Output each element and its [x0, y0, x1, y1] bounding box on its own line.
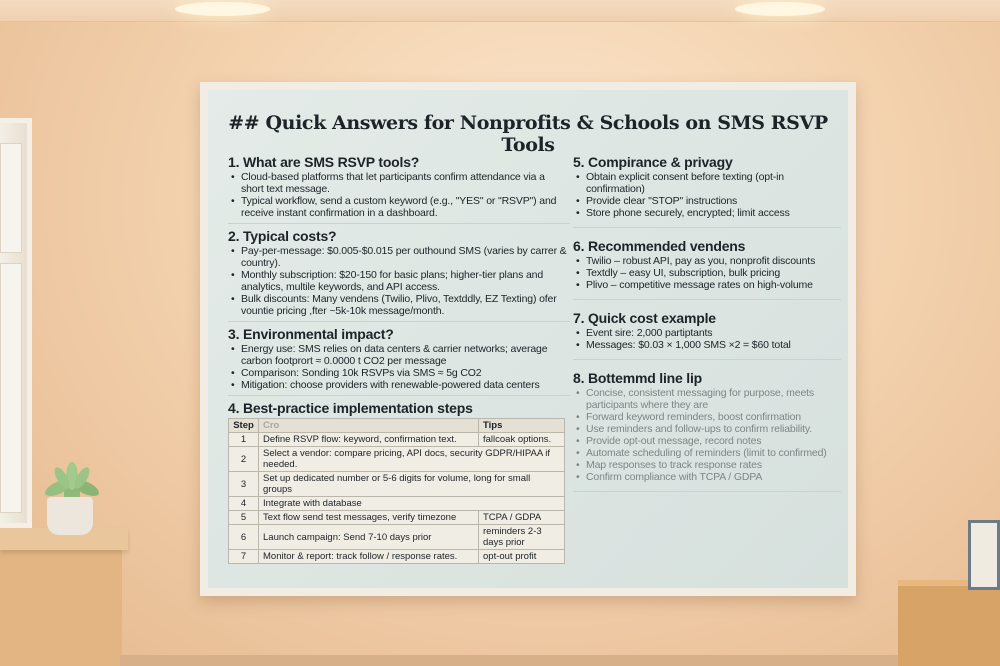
section-heading: 4. Best-practice implementation steps [228, 400, 473, 416]
bullet-item: • Typical workflow, send a custom keyword (e.g., "YES" or "RSVP") and receive instant confirmation in a dashboard. [228, 195, 570, 219]
table-cell: 2 [229, 447, 259, 472]
bullet-item: • Pay-per-message: $0.005-$0.015 per outhound SMS (varies by carrer & country). [228, 245, 570, 269]
left-cabinet [0, 548, 122, 666]
table-cell: opt-out profit [479, 550, 565, 564]
section [228, 228, 570, 322]
bullet-item: • Comparison: Sonding 10k RSVPs via SMS ≈ 5g CO2 [228, 367, 570, 379]
bullet-item: • Confirm compliance with TCPA / GDPA [573, 471, 841, 483]
table-cell: TCPA / GDPA [479, 511, 565, 525]
section-heading: 1. What are SMS RSVP tools? [228, 154, 420, 170]
table-cell: Launch campaign: Send 7-10 days prior [259, 525, 479, 550]
succulent-plant-icon [40, 458, 104, 502]
section-heading: 5. Compirance & privagy [573, 154, 733, 170]
left-column [228, 154, 570, 564]
table-cell: Select a vendor: compare pricing, API docs, security GDPR/HIPAA if needed. [259, 447, 565, 472]
steps-table [228, 418, 565, 564]
table-cell: 5 [229, 511, 259, 525]
bullet-item: • Use reminders and follow-ups to confirm reliability. [573, 423, 841, 435]
bullet-item: • Twilio – robust API, pay as you, nonprofit discounts [573, 255, 841, 267]
table-cell: Set up dedicated number or 5-6 digits for volume, long for small groups [259, 472, 565, 497]
bullet-item: • Messages: $0.03 × 1,000 SMS ×2 = $60 total [573, 339, 841, 351]
section-heading: 8. Bottemmd line lip [573, 370, 703, 386]
table-cell: 7 [229, 550, 259, 564]
bullet-item: • Map responses to track response rates [573, 459, 841, 471]
bullet-item: • Automate scheduling of reminders (limit to confirmed) [573, 447, 841, 459]
section [228, 326, 570, 396]
table-cell: 4 [229, 497, 259, 511]
bullet-item: • Monthly subscription: $20-150 for basic plans; higher-tier plans and analytics, multile keywords, and API access. [228, 269, 570, 293]
window-pane [0, 263, 22, 513]
bullet-item: • Energy use: SMS relies on data centers & carrier networks; average carbon footprort ≈ 0.0000 t CO2 per message [228, 343, 570, 367]
table-row [229, 472, 565, 497]
plant-pot [47, 497, 93, 535]
table-cell: fallcoak options. [479, 433, 565, 447]
table-header: Cro [259, 419, 479, 433]
right-cabinet [898, 580, 1000, 666]
table-row [229, 550, 565, 564]
section [573, 370, 841, 492]
section [228, 154, 570, 224]
section-heading: 7. Quick cost example [573, 310, 716, 326]
whiteboard [200, 82, 856, 596]
section [573, 154, 841, 228]
bullet-item: • Mitigation: choose providers with renewable-powered data centers [228, 379, 570, 391]
bullet-item: • Bulk discounts: Many vendens (Twilio, Plivo, Textddly, EZ Texting) ofer vountie pricing ,fter ~5k-10k message/month. [228, 293, 570, 317]
bullet-item: • Forward keyword reminders, boost confirmation [573, 411, 841, 423]
table-row [229, 525, 565, 550]
board-title: ## Quick Answers for Nonprofits & Schools on SMS RSVP Tools [228, 112, 828, 156]
table-header: Tips [479, 419, 565, 433]
window [0, 118, 32, 528]
floor [120, 655, 900, 666]
bullet-item: • Concise, consistent messaging for purpose, meets participants where they are [573, 387, 841, 411]
table-section [228, 400, 570, 564]
bullet-item: • Provide clear "STOP" instructions [573, 195, 841, 207]
bullet-item: • Textdly – easy UI, subscription, bulk pricing [573, 267, 841, 279]
picture-frame [968, 520, 1000, 590]
section-heading: 3. Environmental impact? [228, 326, 394, 342]
right-column [573, 154, 841, 502]
table-cell: reminders 2-3 days prior [479, 525, 565, 550]
table-cell: Text flow send test messages, verify timezone [259, 511, 479, 525]
ceiling [0, 0, 1000, 22]
table-cell: 1 [229, 433, 259, 447]
table-cell: Define RSVP flow: keyword, confirmation text. [259, 433, 479, 447]
table-cell: Integrate with database [259, 497, 565, 511]
table-header: Step [229, 419, 259, 433]
bullet-item: • Provide opt-out message, record notes [573, 435, 841, 447]
table-cell: 6 [229, 525, 259, 550]
ceiling-light [735, 2, 825, 16]
window-pane [0, 143, 22, 253]
bullet-item: • Store phone securely, encrypted; limit access [573, 207, 841, 219]
bullet-item: • Plivo – competitive message rates on high-volume [573, 279, 841, 291]
table-row [229, 447, 565, 472]
table-row [229, 497, 565, 511]
section-heading: 6. Recommended vendens [573, 238, 746, 254]
bullet-item: • Cloud-based platforms that let participants confirm attendance via a short text message. [228, 171, 570, 195]
table-cell: Monitor & report: track follow / response rates. [259, 550, 479, 564]
section [573, 238, 841, 300]
section [573, 310, 841, 360]
bullet-item: • Event sire: 2,000 partiptants [573, 327, 841, 339]
ceiling-light [175, 2, 270, 16]
table-row [229, 433, 565, 447]
table-cell: 3 [229, 472, 259, 497]
bullet-item: • Obtain explicit consent before texting (opt-in confirmation) [573, 171, 841, 195]
section-heading: 2. Typical costs? [228, 228, 337, 244]
table-row [229, 511, 565, 525]
